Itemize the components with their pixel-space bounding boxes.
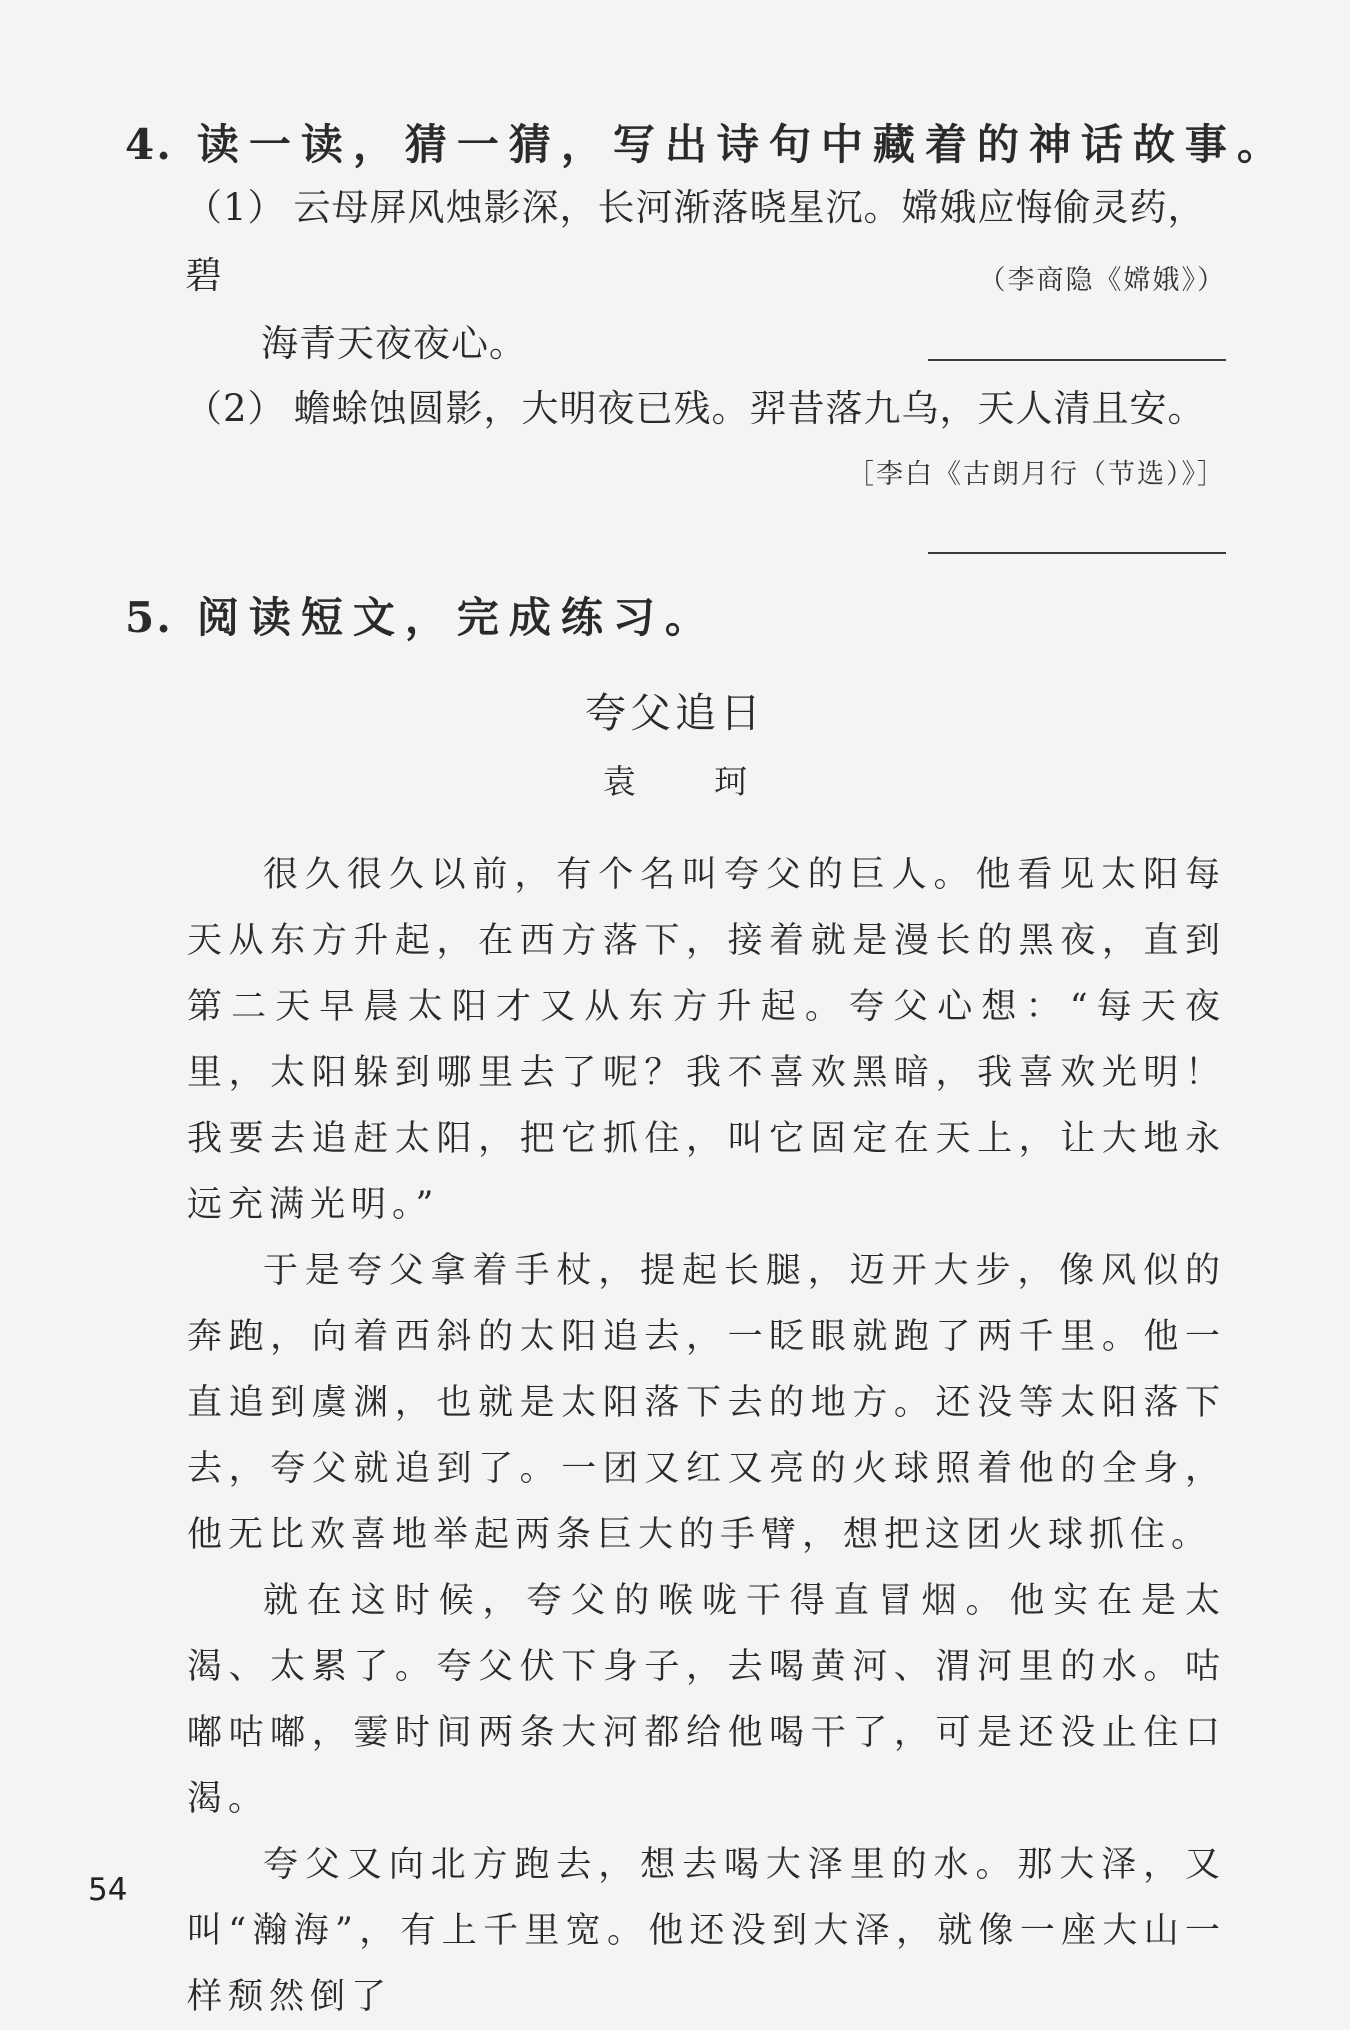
question-4-heading — [125, 112, 1289, 172]
question-4-title: 读一读，猜一猜，写出诗句中藏着的神话故事。 — [196, 120, 1289, 169]
question-5-number: 5. — [125, 593, 173, 642]
poem-1-line-2: 海青天夜夜心。 — [261, 322, 527, 365]
story-paragraph: 就在这时候，夸父的喉咙干得直冒烟。他实在是太渴、太累了。夸父伏下身子，去喝黄河、渭河里的水。咕嘟咕嘟，霎时间两条大河都给他喝干了，可是还没止住口渴。 — [187, 1581, 1226, 1819]
answer-line-1[interactable] — [928, 359, 1226, 361]
question-4-number: 4. — [125, 120, 173, 169]
story-title: 夸父追日 — [585, 689, 765, 737]
poem-1-number: （1） — [185, 186, 286, 229]
story-paragraph: 很久很久以前，有个名叫夸父的巨人。他看见太阳每天从东方升起，在西方落下，接着就是漫长的黑夜，直到第二天早晨太阳才又从东方升起。夸父心想：“每天夜里，太阳躲到哪里去了呢？我不喜欢黑暗，我喜欢光明！我要去追赶太阳，把它抓住，叫它固定在天上，让大地永远充满光明。” — [187, 855, 1226, 1225]
story-paragraph: 夸父又向北方跑去，想去喝大泽里的水。那大泽，又叫“瀚海”，有上千里宽。他还没到大泽，就像一座大山一样颓然倒了 — [187, 1845, 1226, 2017]
poem-2-line-1: （2） 蟾蜍蚀圆影，大明夜已残。羿昔落九乌，天人清且安。 — [185, 387, 1206, 430]
question-5-title: 阅读短文，完成练习。 — [196, 593, 717, 642]
story-paragraph: 于是夸父拿着手杖，提起长腿，迈开大步，像风似的奔跑，向着西斜的太阳追去，一眨眼就跑了两千里。他一直追到虞渊，也就是太阳落下去的地方。还没等太阳落下去，夸父就追到了。一团又红又亮的火球照着他的全身，他无比欢喜地举起两条巨大的手臂，想把这团火球抓住。 — [187, 1251, 1226, 1555]
page-number: 54 — [88, 1872, 128, 1908]
question-5-heading — [125, 585, 717, 645]
poem-2-number: （2） — [185, 387, 286, 430]
answer-line-2[interactable] — [928, 552, 1226, 554]
poem-2-source: ［李白《古朗月行（节选）》］ — [847, 459, 1226, 490]
story-body — [187, 842, 1226, 2030]
poem-1-source: （李商隐《嫦娥》） — [978, 265, 1226, 296]
poem-item-2 — [185, 375, 1230, 443]
poem-1-line-1: （1） 云母屏风烛影深，长河渐落晓星沉。嫦娥应悔偷灵药，碧 — [185, 186, 1206, 297]
story-author: 袁 珂 — [602, 762, 782, 801]
